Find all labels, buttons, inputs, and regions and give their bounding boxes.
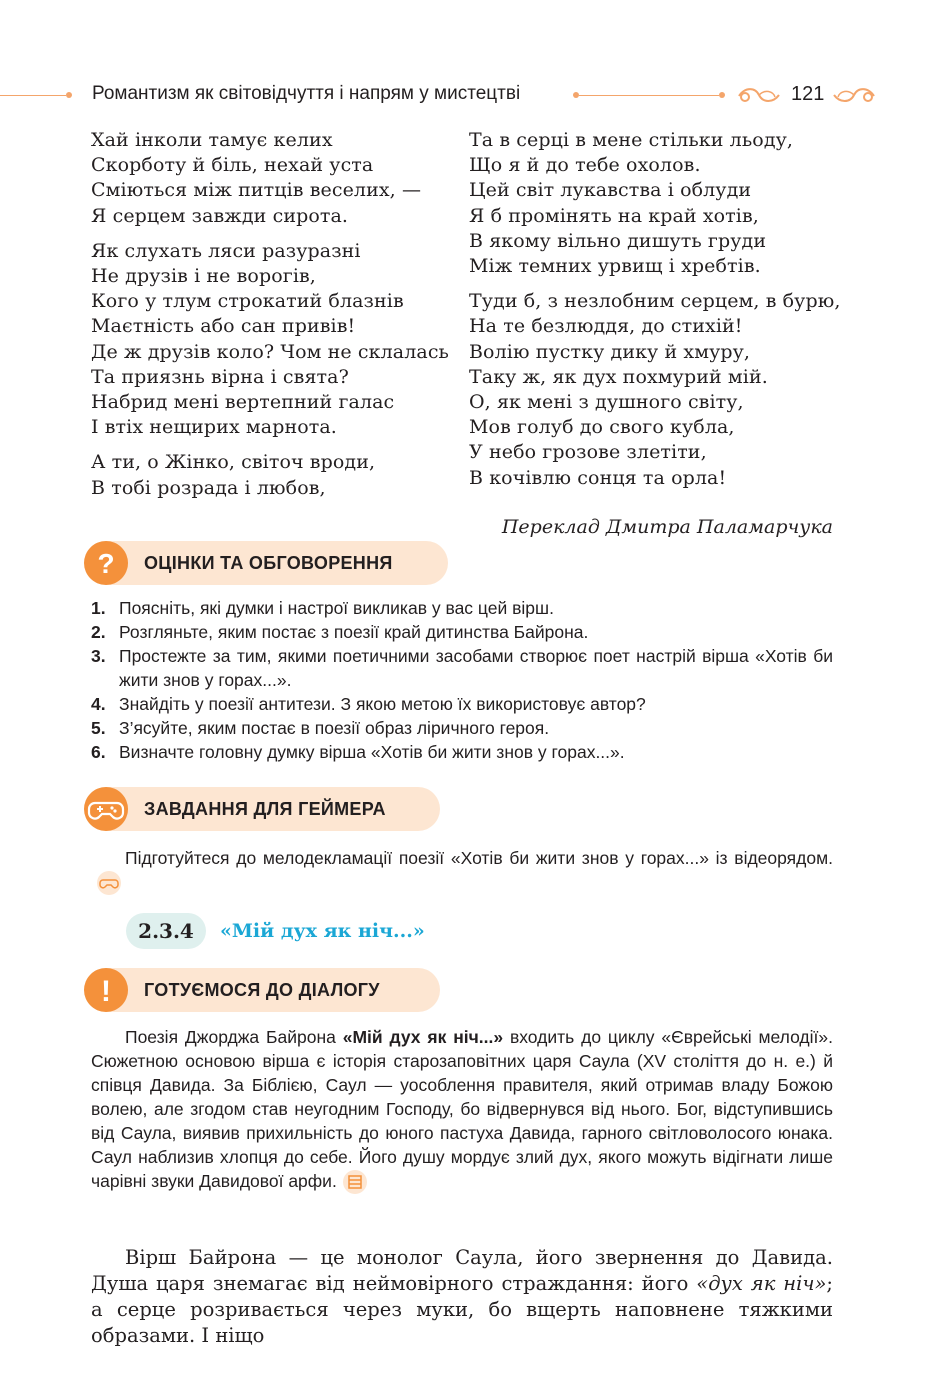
analysis-text-start: Вірш Байрона — це монолог Саула, його звернення до Давида. Душа царя знемагає від неймовірного страждання: його: [91, 1246, 833, 1295]
question-number: 4.: [91, 694, 106, 714]
poem-column-right: [469, 128, 849, 501]
poem-stanza: [469, 128, 849, 279]
page-number: 121: [791, 83, 825, 105]
list-item: [91, 620, 833, 644]
poem-line: Я б промінять на край хотів,: [469, 204, 759, 227]
dialog-text-rest: входить до циклу «Єврейські мелодії». Сюжетною основою вірша є історія старозаповітних царя Саула (XV століття до н. е.) й співця Давида. За Біблією, Саул — уособлення правителя, який отримав владу Божою волею, але згодом став неугодним Господу, бо відвернувся від нього. Бог, відступившись від Саула, виявив прихильність до юного пастуха Давида, гарного світловолосого юнака. Саул наблизив хлопця до себе. Його душу мордує злий дух, якого можуть відігнати лише чарівні звуки Давидової арфи.: [91, 1027, 833, 1191]
subsection-title: «Мій дух як ніч...»: [220, 920, 425, 942]
poem-line: Кого у тлум строкатий блазнів: [91, 290, 404, 313]
question-text: Визначте головну думку вірша «Хотів би жити знов у горах...».: [119, 742, 625, 762]
poem-line: В кочівлю сонця та орла!: [469, 466, 727, 489]
banner-title: ОЦІНКИ ТА ОБГОВОРЕННЯ: [144, 553, 393, 573]
poem-line: Скорботу й біль, нехай уста: [91, 154, 374, 177]
list-item: [91, 596, 833, 620]
banner-icon-circle: [84, 541, 128, 585]
poem-column-left: [91, 128, 471, 511]
poem-line: А ти, о Жінко, світоч вроди,: [91, 451, 376, 474]
poem-line: Де ж друзів коло? Чом не склалась: [91, 340, 450, 363]
question-text: Розгляньте, яким постає з поезії край дитинства Байрона.: [119, 622, 589, 642]
dialog-paragraph: [91, 1025, 833, 1194]
analysis-text-rest: ; а серце розривається через муки, бо вщерть наповнене тяжкими образами. І ніщо: [91, 1272, 833, 1347]
banner-icon-circle: [84, 968, 128, 1012]
gamepad-icon: [84, 787, 128, 831]
list-item: [91, 740, 833, 764]
gamer-banner: [84, 787, 440, 831]
gamer-task-body: Підготуйтеся до мелодекламації поезії «Хотів би жити знов у горах...» із відеорядом.: [125, 848, 833, 868]
header-rule-left: [0, 95, 66, 96]
question-number: 1.: [91, 598, 106, 618]
question-number: 2.: [91, 622, 106, 642]
header-dot-mid2: [719, 92, 725, 98]
poem-line: Я серцем завжди сирота.: [91, 204, 349, 227]
running-header: [0, 80, 952, 112]
poem-line: Та в серці в мене стільки льоду,: [469, 129, 794, 151]
subsection-number: 2.3.4: [126, 913, 206, 949]
poem-line: Що я й до тебе охолов.: [469, 154, 701, 177]
poem-line: На те безлюддя, до стихій!: [469, 315, 743, 338]
poem-line: Хай інколи тамує келих: [91, 129, 333, 151]
poem-line: Таку ж, як дух похмурий мій.: [469, 365, 768, 388]
question-number: 3.: [91, 646, 106, 666]
poem-line: Та приязнь вірна і свята?: [91, 365, 349, 388]
exclamation-icon: [84, 968, 128, 1012]
poem-line: Не друзів і не ворогів,: [91, 265, 316, 288]
list-item: [91, 716, 833, 740]
poem-line: Маєтність або сан привів!: [91, 315, 356, 338]
poem-line: В якому вільно дишуть груди: [469, 229, 767, 252]
poem-line: О, як мені з душного світу,: [469, 391, 744, 414]
banner-title: ЗАВДАННЯ ДЛЯ ГЕЙМЕРА: [144, 799, 386, 819]
list-item: [91, 644, 833, 692]
poem-line: І втіх нещирих марнота.: [91, 416, 337, 439]
question-mark-icon: [84, 541, 128, 585]
poem-line: У небо грозове злетіти,: [469, 441, 707, 464]
question-text: Поясніть, які думки і настрої викликав у вас цей вірш.: [119, 598, 554, 618]
poem-stanza: [469, 289, 849, 491]
ornament-right-icon: [830, 85, 878, 107]
poem-line: Туди б, з незлобним серцем, в бурю,: [469, 290, 841, 313]
translation-credit: Переклад Дмитра Паламарчука: [501, 516, 833, 538]
book-small-icon: [343, 1170, 367, 1194]
poem-stanza: [91, 239, 471, 441]
poem-line: Як слухать ляси разуразні: [91, 239, 361, 262]
poem-stanza: [91, 128, 471, 229]
chapter-title: Романтизм як світовідчуття і напрям у мистецтві: [92, 83, 521, 104]
gamer-task-text: [91, 846, 833, 895]
question-text: Простежте за тим, якими поетичними засобами створює поет настрій вірша «Хотів би жити знов у горах...».: [119, 646, 833, 690]
question-list: [91, 596, 833, 764]
poem-line: Між темних урвищ і хребтів.: [469, 255, 761, 278]
analysis-paragraph: [91, 1245, 833, 1349]
poem-line: Мов голуб до свого кубла,: [469, 416, 735, 439]
poem-stanza: [91, 450, 471, 500]
banner-title: ГОТУЄМОСЯ ДО ДІАЛОГУ: [144, 980, 380, 1000]
assessment-banner: [84, 541, 448, 585]
ornament-left-icon: [735, 85, 783, 107]
question-number: 5.: [91, 718, 106, 738]
header-rule-mid: [579, 95, 719, 96]
question-text: Знайдіть у поезії антитези. З якою метою їх використовує автор?: [119, 694, 646, 714]
poem-line: Сміються між питців веселих, —: [91, 179, 422, 202]
question-text: З’ясуйте, яким постає в поезії образ ліричного героя.: [119, 718, 550, 738]
poem-line: Цей світ лукавства і облуди: [469, 179, 752, 202]
poem-line: В тобі розрада і любов,: [91, 476, 326, 499]
dialog-text-start: Поезія Джорджа Байрона: [125, 1027, 343, 1047]
gamepad-small-icon: [97, 871, 121, 895]
poem-title-bold: «Мій дух як ніч...»: [342, 1027, 504, 1047]
dialog-banner: [84, 968, 440, 1012]
poem-line: Набрид мені вертепний галас: [91, 391, 395, 414]
banner-icon-circle: [84, 787, 128, 831]
list-item: [91, 692, 833, 716]
header-dot-left: [66, 92, 72, 98]
quote-italic: «дух як ніч»: [696, 1272, 827, 1295]
svg-text:?: ?: [97, 548, 115, 579]
svg-text:!: !: [101, 975, 111, 1008]
question-number: 6.: [91, 742, 106, 762]
poem-line: Волію пустку дику й хмуру,: [469, 340, 751, 363]
